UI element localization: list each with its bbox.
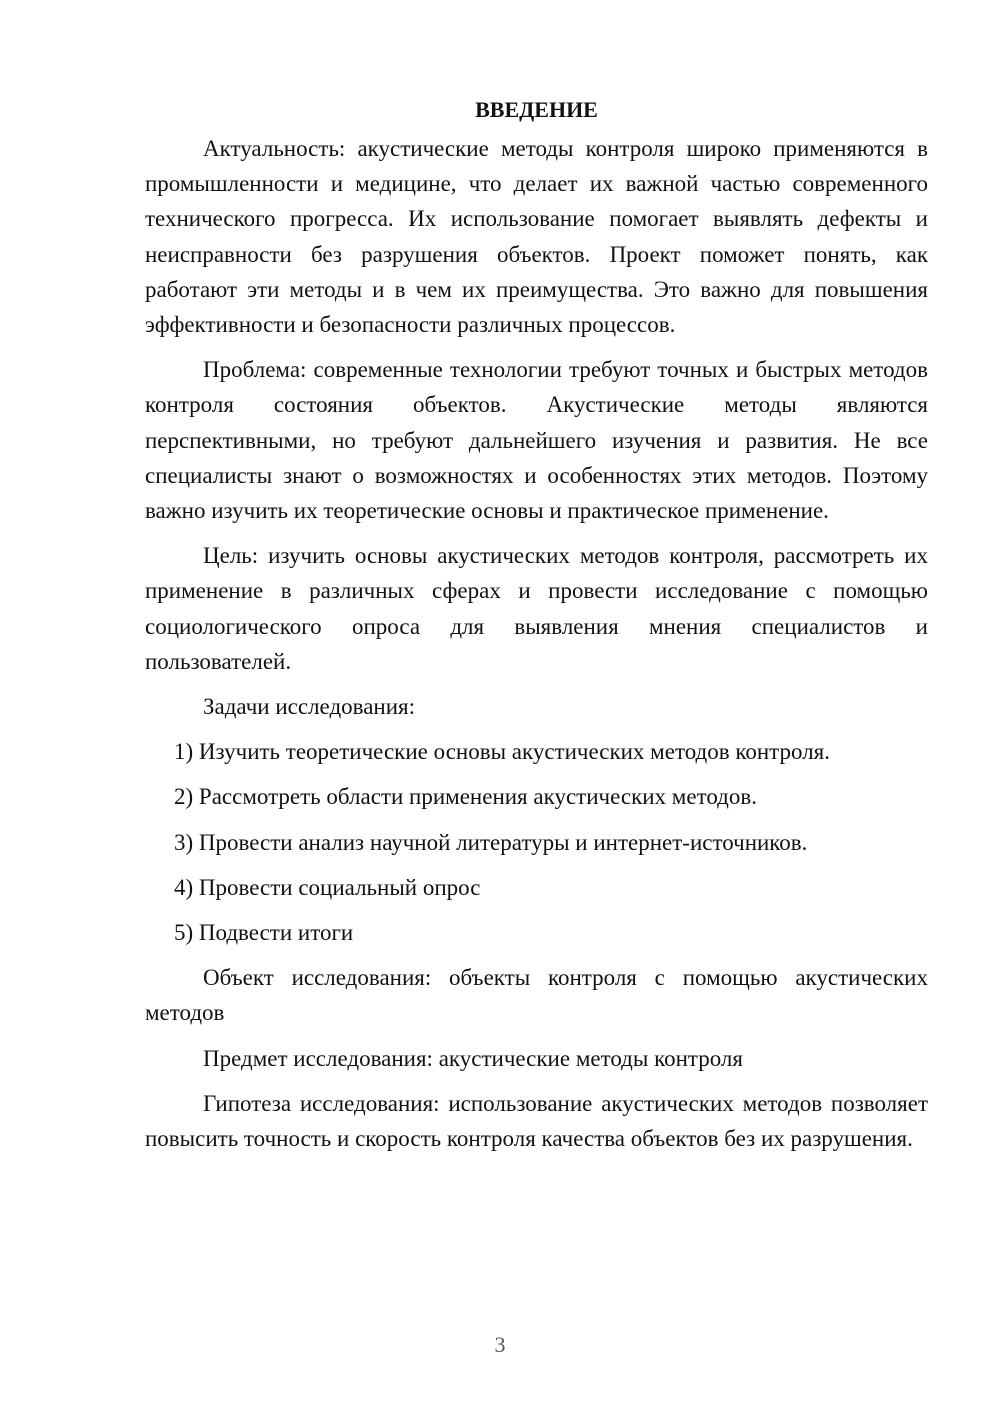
subject-paragraph: Предмет исследования: акустические методы контроля [203,1045,743,1071]
tasks-list [145,734,928,950]
page-content [145,92,928,1166]
task-item: 3) Провести анализ научной литературы и интернет-источников. [174,829,808,855]
section-title: ВВЕДЕНИЕ [475,97,598,122]
task-item: 1) Изучить теоретические основы акустических методов контроля. [174,739,830,765]
goal-paragraph: Цель: изучить основы акустических методов контроля, рассмотреть их применение в различных сферах и провести исследование с помощью социологического опроса для выявления мнения специалистов и пользователей. [145,543,928,674]
relevance-paragraph: Актуальность: акустические методы контроля широко применяются в промышленности и медицине, что делает их важной частью современного технического прогресса. Их использование помогает выявлять дефекты и неисправности без разрушения объектов. Проект поможет понять, как работают эти методы и в чем их преимущества. Это важно для повышения эффективности и безопасности различных процессов. [145,136,928,338]
task-item: 2) Рассмотреть области применения акустических методов. [174,784,757,810]
problem-paragraph: Проблема: современные технологии требуют точных и быстрых методов контроля состояния объектов. Акустические методы являются перспективными, но требуют дальнейшего изучения и развития. Не все специалисты знают о возможностях и особенностях этих методов. Поэтому важно изучить их теоретические основы и практическое применение. [145,357,928,524]
page-number: 3 [494,1332,506,1357]
tasks-heading: Задачи исследования: [203,694,416,720]
task-item: 4) Провести социальный опрос [174,874,481,900]
object-paragraph: Объект исследования: объекты контроля с помощью акустических методов [145,965,928,1026]
hypothesis-paragraph: Гипотеза исследования: использование акустических методов позволяет повысить точность и скорость контроля качества объектов без их разрушения. [145,1090,928,1152]
task-item: 5) Подвести итоги [174,920,354,946]
